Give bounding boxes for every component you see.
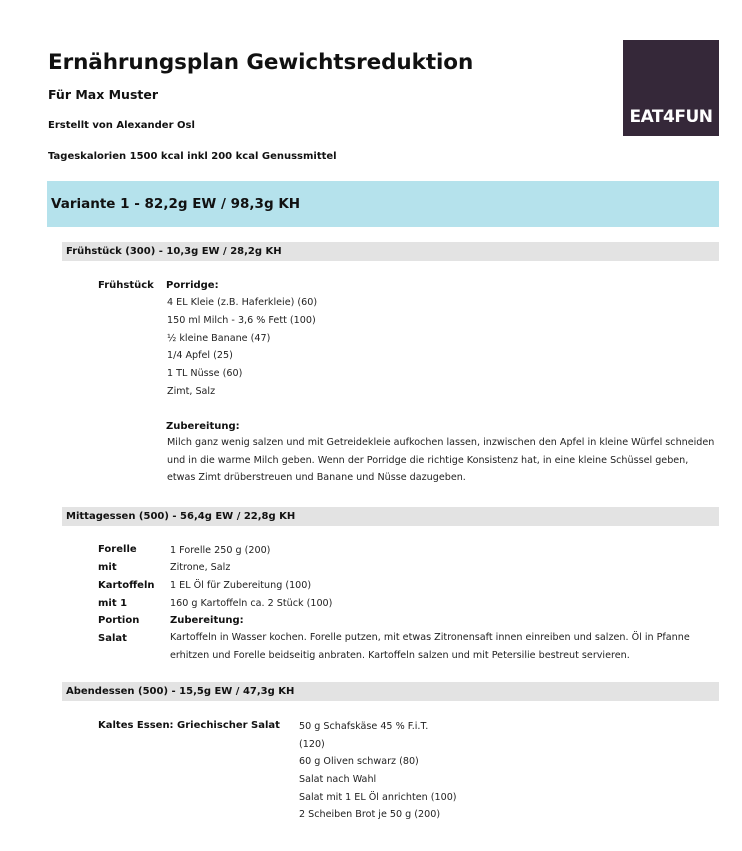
breakfast-prep-text: Milch ganz wenig salzen und mit Getreidekleie aufkochen lassen, inzwischen den Apfel in kleine Würfel schneiden und in die warme Milch geben. Wenn der Porridge die richtige Konsistenz hat, in eine kleine Schüssel geben, etwas Zimt drüberstreuen und Banane und Nüsse dazugeben.	[167, 437, 715, 484]
dinner-ingredient: 60 g Oliven schwarz (80)	[299, 756, 419, 767]
dinner-ingredient: (120)	[299, 739, 325, 750]
breakfast-ingredient: ½ kleine Banane (47)	[167, 333, 271, 344]
dinner-ingredient: Salat mit 1 EL Öl anrichten (100)	[299, 792, 457, 803]
lunch-meal-label: mit 1	[98, 598, 128, 609]
variant-banner: Variante 1 - 82,2g EW / 98,3g KH	[47, 181, 719, 227]
daily-calories: Tageskalorien 1500 kcal inkl 200 kcal Genussmittel	[48, 151, 337, 162]
breakfast-ingredient: 1/4 Apfel (25)	[167, 350, 233, 361]
author-line: Erstellt von Alexander Osl	[48, 120, 195, 131]
brand-logo	[623, 40, 719, 136]
breakfast-ingredient: 1 TL Nüsse (60)	[167, 368, 243, 379]
lunch-section-header: Mittagessen (500) - 56,4g EW / 22,8g KH	[62, 507, 719, 526]
lunch-ingredient: 1 Forelle 250 g (200)	[170, 545, 271, 556]
lunch-meal-label: Kartoffeln	[98, 580, 155, 591]
dinner-meal-label: Kaltes Essen: Griechischer Salat	[98, 720, 280, 731]
lunch-ingredient: 160 g Kartoffeln ca. 2 Stück (100)	[170, 598, 333, 609]
breakfast-ingredient: 4 EL Kleie (z.B. Haferkleie) (60)	[167, 297, 318, 308]
lunch-ingredient: 1 EL Öl für Zubereitung (100)	[170, 580, 312, 591]
lunch-ingredient: Zitrone, Salz	[170, 562, 231, 573]
lunch-meal-label: mit	[98, 562, 117, 573]
lunch-meal-label: Forelle	[98, 544, 137, 555]
logo-text: EAT4FUN	[629, 107, 713, 127]
breakfast-meal-label: Frühstück	[98, 280, 154, 291]
breakfast-prep-heading: Zubereitung:	[166, 421, 240, 432]
dinner-section-header: Abendessen (500) - 15,5g EW / 47,3g KH	[62, 682, 719, 701]
lunch-prep-heading: Zubereitung:	[170, 615, 244, 626]
dinner-ingredient: Salat nach Wahl	[299, 774, 377, 785]
lunch-meal-label: Salat	[98, 633, 127, 644]
breakfast-section-header: Frühstück (300) - 10,3g EW / 28,2g KH	[62, 242, 719, 261]
lunch-prep-text: Kartoffeln in Wasser kochen. Forelle putzen, mit etwas Zitronensaft innen einreiben und salzen. Öl in Pfanne erhitzen und Forelle beidseitig anbraten. Kartoffeln salzen und mit Petersilie bestreut servieren.	[170, 632, 690, 661]
breakfast-dish-title: Porridge:	[166, 280, 219, 291]
client-name: Für Max Muster	[48, 87, 159, 102]
breakfast-ingredient: 150 ml Milch - 3,6 % Fett (100)	[167, 315, 316, 326]
dinner-ingredient: 2 Scheiben Brot je 50 g (200)	[299, 809, 441, 820]
dinner-ingredient: 50 g Schafskäse 45 % F.i.T.	[299, 721, 429, 732]
lunch-meal-label: Portion	[98, 615, 140, 626]
breakfast-ingredient: Zimt, Salz	[167, 386, 216, 397]
page-title: Ernährungsplan Gewichtsreduktion	[48, 50, 474, 75]
